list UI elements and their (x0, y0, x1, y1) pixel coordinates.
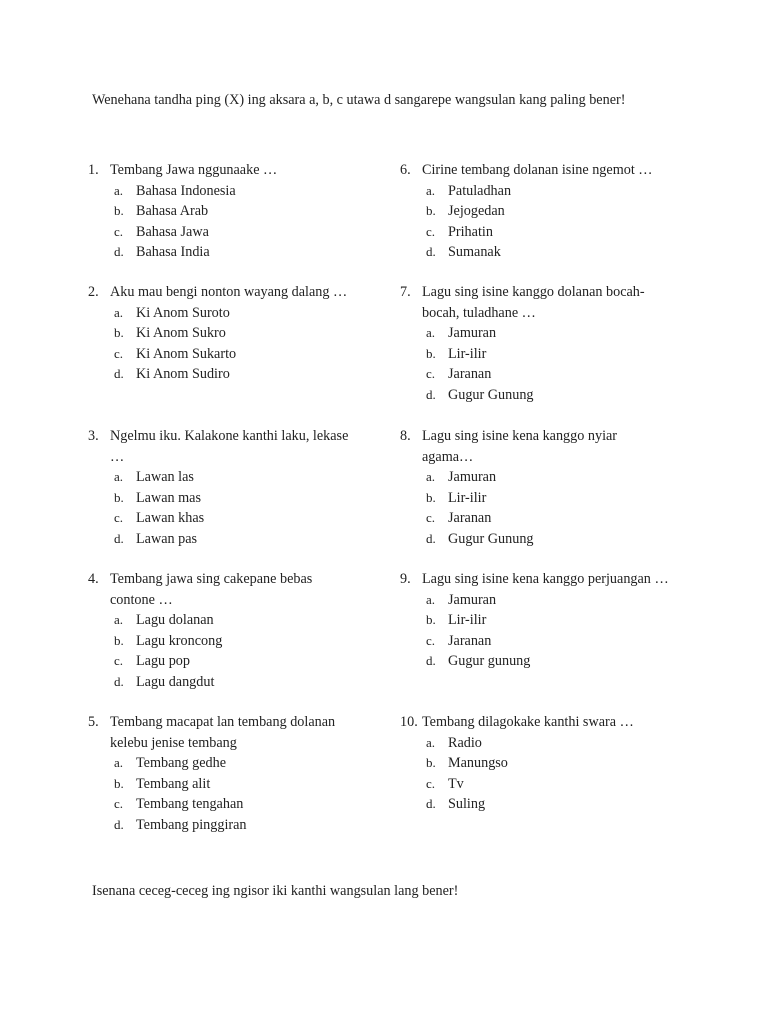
question-text: Lagu sing isine kanggo dolanan bocah-bocah, tuladhane … (422, 284, 645, 321)
question-text: Tembang Jawa nggunaake … (110, 162, 278, 178)
question-number: 1. (88, 162, 99, 178)
option-text: Manungso (448, 755, 508, 771)
answer-option[interactable] (88, 753, 358, 774)
option-letter: a. (114, 304, 124, 320)
option-letter: c. (114, 510, 124, 525)
option-text: Lir-ilir (448, 612, 487, 628)
answer-option[interactable] (88, 467, 358, 488)
answer-option[interactable] (400, 488, 670, 509)
option-text: Lawan las (136, 469, 194, 485)
option-letter: c. (114, 796, 124, 811)
question-text: Tembang dilagokake kanthi swara … (422, 714, 634, 730)
option-letter: c. (114, 653, 124, 668)
option-letter: b. (114, 489, 124, 505)
option-text: Ki Anom Sudiro (136, 366, 230, 382)
option-letter: d. (114, 366, 124, 381)
question-stem (400, 712, 670, 733)
option-letter: a. (114, 469, 124, 484)
option-letter: d. (426, 530, 436, 546)
question-number: 8. (400, 428, 411, 444)
answer-option[interactable] (88, 201, 358, 222)
option-text: Tembang gedhe (136, 755, 227, 771)
option-letter: c. (426, 632, 436, 648)
option-text: Ki Anom Sukro (136, 325, 226, 341)
question-10 (400, 712, 670, 815)
answer-option[interactable] (88, 364, 358, 385)
answer-option[interactable] (88, 222, 358, 243)
question-number: 5. (88, 714, 99, 730)
option-text: Jaranan (448, 510, 492, 526)
question-number: 9. (400, 571, 411, 587)
option-letter: d. (426, 796, 436, 811)
option-text: Lir-ilir (448, 489, 487, 506)
option-text: Lir-ilir (448, 345, 487, 362)
option-letter: c. (426, 223, 436, 239)
answer-option[interactable] (400, 242, 670, 263)
question-number: 2. (88, 284, 99, 300)
option-letter: a. (114, 755, 124, 770)
option-text: Jamuran (448, 325, 497, 341)
option-letter: c. (426, 366, 436, 381)
answer-option[interactable] (88, 344, 358, 365)
question-4 (88, 569, 358, 692)
option-text: Ki Anom Sukarto (136, 345, 237, 362)
option-letter: d. (114, 673, 124, 689)
option-letter: b. (426, 345, 436, 361)
option-letter: d. (114, 244, 124, 259)
option-letter: b. (426, 612, 436, 627)
option-text: Bahasa India (136, 244, 210, 260)
option-letter: a. (426, 734, 436, 750)
option-letter: c. (114, 223, 124, 239)
option-text: Bahasa Jawa (136, 223, 209, 240)
answer-option[interactable] (400, 631, 670, 652)
option-letter: b. (114, 203, 124, 218)
question-number: 10. (400, 714, 418, 730)
option-letter: b. (426, 489, 436, 505)
question-text: Aku mau bengi nonton wayang dalang … (110, 284, 348, 300)
answer-option[interactable] (400, 733, 670, 754)
option-text: Lagu pop (136, 653, 190, 669)
option-text: Jaranan (448, 366, 492, 382)
option-text: Gugur Gunung (448, 530, 534, 547)
question-stem (400, 426, 670, 467)
option-text: Prihatin (448, 223, 493, 240)
option-text: Jamuran (448, 469, 497, 485)
option-text: Lagu kroncong (136, 632, 223, 649)
question-2 (88, 282, 358, 385)
answer-option[interactable] (88, 794, 358, 815)
option-letter: b. (114, 632, 124, 648)
option-letter: d. (426, 244, 436, 259)
option-text: Lagu dolanan (136, 612, 214, 628)
instruction-multiple-choice: Wenehana tandha ping (X) ing aksara a, b, c utawa d sangarepe wangsulan kang paling bener! (92, 92, 626, 108)
option-text: Jejogedan (448, 203, 505, 219)
option-text: Lawan khas (136, 510, 205, 526)
answer-option[interactable] (400, 610, 670, 631)
question-text: Lagu sing isine kena kanggo perjuangan … (422, 571, 669, 587)
question-3 (88, 426, 358, 549)
option-letter: c. (426, 510, 436, 525)
answer-option[interactable] (88, 242, 358, 263)
option-letter: a. (426, 469, 436, 484)
answer-option[interactable] (400, 467, 670, 488)
question-8 (400, 426, 670, 549)
answer-option[interactable] (400, 508, 670, 529)
question-1 (88, 160, 358, 263)
answer-option[interactable] (400, 590, 670, 611)
question-text: Ngelmu iku. Kalakone kanthi laku, lekase … (110, 428, 349, 465)
option-letter: b. (114, 775, 124, 791)
option-letter: c. (114, 345, 124, 361)
option-text: Radio (448, 734, 482, 751)
question-text: Lagu sing isine kena kanggo nyiar agama… (422, 428, 618, 465)
option-letter: a. (114, 182, 124, 198)
option-text: Tembang tengahan (136, 796, 244, 812)
option-text: Lawan mas (136, 489, 202, 506)
answer-option[interactable] (400, 201, 670, 222)
option-text: Tv (448, 775, 464, 792)
answer-option[interactable] (400, 651, 670, 672)
option-text: Bahasa Arab (136, 203, 209, 219)
option-text: Lagu dangdut (136, 673, 215, 690)
question-stem (400, 282, 670, 323)
option-letter: d. (114, 530, 124, 546)
option-letter: a. (426, 325, 436, 340)
answer-option[interactable] (88, 323, 358, 344)
question-text: Tembang macapat lan tembang dolanan kelebu jenise tembang (110, 714, 336, 751)
option-letter: a. (426, 182, 436, 198)
option-letter: b. (426, 203, 436, 218)
option-letter: d. (426, 386, 436, 402)
option-letter: a. (114, 612, 124, 627)
answer-option[interactable] (88, 508, 358, 529)
option-text: Ki Anom Suroto (136, 304, 230, 321)
answer-option[interactable] (88, 529, 358, 550)
question-stem (88, 569, 358, 610)
question-stem (88, 282, 358, 303)
answer-option[interactable] (88, 181, 358, 202)
option-text: Lawan pas (136, 530, 198, 547)
option-text: Gugur Gunung (448, 386, 534, 403)
option-text: Jaranan (448, 632, 492, 649)
question-text: Cirine tembang dolanan isine ngemot … (422, 162, 653, 178)
question-text: Tembang jawa sing cakepane bebas contone … (110, 571, 313, 608)
option-letter: d. (114, 816, 124, 832)
option-letter: b. (426, 755, 436, 770)
option-text: Suling (448, 796, 486, 812)
option-text: Tembang alit (136, 775, 211, 792)
question-number: 6. (400, 162, 411, 178)
answer-option[interactable] (400, 344, 670, 365)
option-text: Bahasa Indonesia (136, 182, 236, 199)
option-text: Jamuran (448, 591, 497, 608)
question-number: 4. (88, 571, 99, 587)
question-number: 7. (400, 284, 411, 300)
question-7 (400, 282, 670, 405)
option-letter: d. (426, 653, 436, 668)
answer-option[interactable] (88, 651, 358, 672)
question-stem (88, 160, 358, 181)
answer-option[interactable] (400, 774, 670, 795)
question-5 (88, 712, 358, 835)
answer-option[interactable] (88, 610, 358, 631)
answer-option[interactable] (88, 815, 358, 836)
answer-option[interactable] (400, 222, 670, 243)
answer-option[interactable] (400, 529, 670, 550)
instruction-fill-in: Isenana ceceg-ceceg ing ngisor iki kanthi wangsulan lang bener! (92, 883, 459, 899)
question-6 (400, 160, 670, 263)
option-letter: a. (426, 591, 436, 607)
answer-option[interactable] (400, 385, 670, 406)
answer-option[interactable] (88, 672, 358, 693)
answer-option[interactable] (400, 794, 670, 815)
question-number: 3. (88, 428, 99, 444)
answer-option[interactable] (88, 774, 358, 795)
option-letter: b. (114, 325, 124, 340)
answer-option[interactable] (400, 323, 670, 344)
option-text: Sumanak (448, 244, 501, 260)
answer-option[interactable] (88, 631, 358, 652)
question-9 (400, 569, 670, 672)
answer-option[interactable] (400, 181, 670, 202)
option-text: Patuladhan (448, 182, 512, 199)
question-stem (400, 569, 670, 590)
answer-option[interactable] (400, 364, 670, 385)
answer-option[interactable] (88, 303, 358, 324)
option-letter: c. (426, 775, 436, 791)
question-stem (88, 426, 358, 467)
question-stem (400, 160, 670, 181)
question-stem (88, 712, 358, 753)
answer-option[interactable] (400, 753, 670, 774)
option-text: Gugur gunung (448, 653, 531, 669)
answer-option[interactable] (88, 488, 358, 509)
option-text: Tembang pinggiran (136, 816, 247, 833)
